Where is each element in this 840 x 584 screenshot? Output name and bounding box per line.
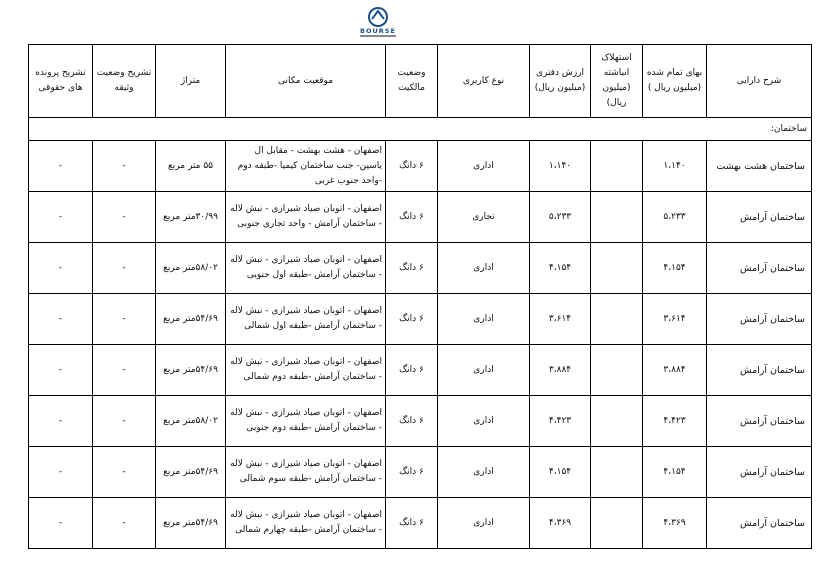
cell-deed: - <box>93 345 156 396</box>
cell-book-value: ۳،۸۸۴ <box>530 345 591 396</box>
cell-depreciation <box>591 141 643 192</box>
table-row <box>29 192 812 243</box>
location-text: اصفهان - اتوبان صیاد شیرازی - نبش لاله - ساختمان آرامش -طبقه سوم شمالی <box>230 459 382 484</box>
cell-book-value: ۳،۶۱۴ <box>530 294 591 345</box>
cell-ownership: ۶ دانگ <box>386 345 438 396</box>
location-text: اصفهان - اتوبان صیاد شیرازی - نبش لاله - ساختمان آرامش - واحد تجاری جنوبی <box>230 204 382 229</box>
section-row <box>29 118 812 141</box>
cell-usage: اداری <box>438 141 530 192</box>
header-full-price: بهای تمام شده (میلیون ریال ) <box>643 45 707 118</box>
location-text: اصفهان - اتوبان صیاد شیرازی - نبش لاله - ساختمان آرامش -طبقه اول شمالی <box>230 306 382 331</box>
cell-deed: - <box>93 498 156 549</box>
cell-ownership: ۶ دانگ <box>386 396 438 447</box>
location-text: اصفهان - هشت بهشت - مقابل ال یاسین- جنب ساختمان کیمیا -طبقه دوم -واحد جنوب غربی <box>237 145 382 186</box>
cell-location <box>226 243 386 294</box>
cell-legal: - <box>29 141 93 192</box>
cell-usage: اداری <box>438 396 530 447</box>
cell-legal: - <box>29 192 93 243</box>
assets-table <box>28 44 812 549</box>
cell-name: ساختمان آرامش <box>707 294 812 345</box>
header-description: شرح دارایی <box>707 45 812 118</box>
cell-area: ۳۰/۹۹متر مربع <box>156 192 226 243</box>
cell-full-price: ۴،۳۶۹ <box>643 498 707 549</box>
cell-area: ۵۴/۶۹متر مربع <box>156 345 226 396</box>
cell-legal: - <box>29 243 93 294</box>
cell-full-price: ۴،۴۲۳ <box>643 396 707 447</box>
logo-text: BOURSE <box>360 27 396 35</box>
cell-location <box>226 294 386 345</box>
cell-name: ساختمان آرامش <box>707 447 812 498</box>
cell-deed: - <box>93 243 156 294</box>
table-row <box>29 141 812 192</box>
header-legal: تشریح پرونده های حقوقی <box>29 45 93 118</box>
cell-depreciation <box>591 498 643 549</box>
cell-legal: - <box>29 345 93 396</box>
cell-deed: - <box>93 396 156 447</box>
cell-legal: - <box>29 294 93 345</box>
cell-ownership: ۶ دانگ <box>386 498 438 549</box>
cell-depreciation <box>591 243 643 294</box>
cell-book-value: ۴،۱۵۴ <box>530 447 591 498</box>
cell-usage: اداری <box>438 345 530 396</box>
header-deed: تشریح وضعیت وثیقه <box>93 45 156 118</box>
cell-full-price: ۵،۲۳۳ <box>643 192 707 243</box>
cell-ownership: ۶ دانگ <box>386 243 438 294</box>
location-text: اصفهان - اتوبان صیاد شیرازی - نبش لاله - ساختمان آرامش -طبقه دوم جنوبی <box>230 408 382 433</box>
cell-book-value: ۵،۲۳۳ <box>530 192 591 243</box>
cell-deed: - <box>93 294 156 345</box>
cell-location <box>226 498 386 549</box>
cell-legal: - <box>29 447 93 498</box>
cell-book-value: ۴،۱۵۴ <box>530 243 591 294</box>
cell-full-price: ۱،۱۴۰ <box>643 141 707 192</box>
cell-depreciation <box>591 294 643 345</box>
table-row <box>29 294 812 345</box>
table-row <box>29 396 812 447</box>
cell-usage: اداری <box>438 243 530 294</box>
location-text: اصفهان - اتوبان صیاد شیرازی - نبش لاله - ساختمان آرامش -طبقه اول جنوبی <box>230 255 382 280</box>
cell-ownership: ۶ دانگ <box>386 294 438 345</box>
header-depreciation: استهلاک انباشته (میلیون ریال) <box>591 45 643 118</box>
table-row <box>29 498 812 549</box>
cell-area: ۵۴/۶۹متر مربع <box>156 498 226 549</box>
cell-book-value: ۴،۳۶۹ <box>530 498 591 549</box>
cell-area: ۵۴/۶۹متر مربع <box>156 294 226 345</box>
cell-ownership: ۶ دانگ <box>386 192 438 243</box>
cell-depreciation <box>591 345 643 396</box>
header-usage: نوع کاربری <box>438 45 530 118</box>
header-location: موقعیت مکانی <box>226 45 386 118</box>
cell-full-price: ۳،۸۸۴ <box>643 345 707 396</box>
table-row <box>29 345 812 396</box>
cell-ownership: ۶ دانگ <box>386 447 438 498</box>
cell-book-value: ۴،۴۲۳ <box>530 396 591 447</box>
cell-name: ساختمان آرامش <box>707 396 812 447</box>
header-book-value: ارزش دفتری (میلیون ریال) <box>530 45 591 118</box>
header-row <box>29 45 812 118</box>
bourse-logo <box>352 5 404 39</box>
cell-deed: - <box>93 447 156 498</box>
cell-name: ساختمان هشت بهشت <box>707 141 812 192</box>
cell-full-price: ۳،۶۱۴ <box>643 294 707 345</box>
cell-name: ساختمان آرامش <box>707 243 812 294</box>
table-row <box>29 447 812 498</box>
cell-area: ۵۸/۰۲متر مربع <box>156 243 226 294</box>
cell-deed: - <box>93 192 156 243</box>
cell-location <box>226 192 386 243</box>
cell-name: ساختمان آرامش <box>707 498 812 549</box>
cell-usage: اداری <box>438 294 530 345</box>
section-label: ساختمان: <box>29 118 812 141</box>
cell-depreciation <box>591 396 643 447</box>
cell-ownership: ۶ دانگ <box>386 141 438 192</box>
cell-full-price: ۴،۱۵۴ <box>643 447 707 498</box>
cell-area: ۵۴/۶۹متر مربع <box>156 447 226 498</box>
cell-area: ۵۸/۰۲متر مربع <box>156 396 226 447</box>
cell-legal: - <box>29 396 93 447</box>
cell-book-value: ۱،۱۴۰ <box>530 141 591 192</box>
cell-usage: اداری <box>438 498 530 549</box>
header-ownership: وضعیت مالکیت <box>386 45 438 118</box>
location-text: اصفهان - اتوبان صیاد شیرازی - نبش لاله - ساختمان آرامش -طبقه چهارم شمالی <box>230 510 382 535</box>
cell-location <box>226 141 386 192</box>
cell-deed: - <box>93 141 156 192</box>
cell-legal: - <box>29 498 93 549</box>
cell-usage: اداری <box>438 447 530 498</box>
table-row <box>29 243 812 294</box>
cell-location <box>226 345 386 396</box>
header-area: متراژ <box>156 45 226 118</box>
location-text: اصفهان - اتوبان صیاد شیرازی - نبش لاله - ساختمان آرامش -طبقه دوم شمالی <box>230 357 382 382</box>
cell-area: ۵۵ متر مربع <box>156 141 226 192</box>
cell-name: ساختمان آرامش <box>707 345 812 396</box>
cell-depreciation <box>591 447 643 498</box>
cell-name: ساختمان آرامش <box>707 192 812 243</box>
cell-usage: تجاری <box>438 192 530 243</box>
cell-location <box>226 447 386 498</box>
cell-full-price: ۴،۱۵۴ <box>643 243 707 294</box>
cell-depreciation <box>591 192 643 243</box>
cell-location <box>226 396 386 447</box>
